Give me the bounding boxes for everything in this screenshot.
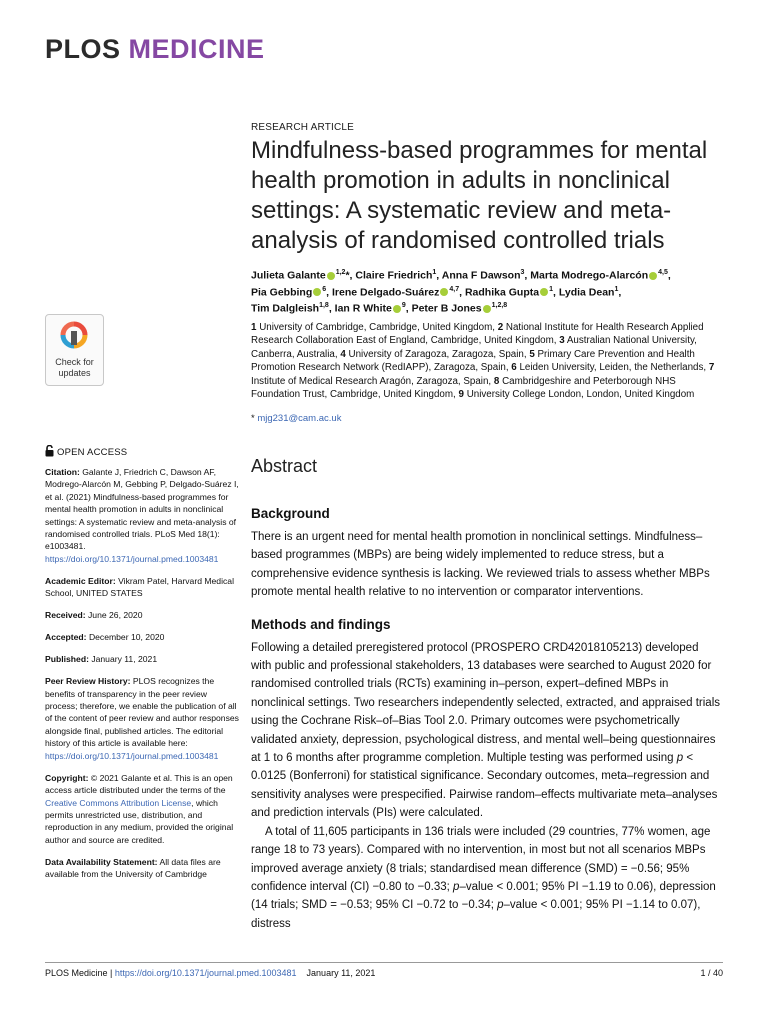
affiliation-text: Primary Care Prevention and Health Promotion Research Network (RedIAPP), Zaragoza, Spain, — [251, 348, 695, 374]
footer-divider — [45, 962, 723, 963]
author-separator: , — [618, 286, 622, 298]
academic-editor: Academic Editor: Vikram Patel, Harvard Medical School, UNITED STATES — [45, 575, 234, 599]
author-separator: , — [524, 269, 531, 282]
affiliation-text: Institute of Medical Research Aragón, Zaragoza, Spain, — [251, 375, 492, 387]
data-availability: Data Availability Statement: All data files are available from the University of Cambridge — [45, 856, 221, 880]
orcid-icon[interactable] — [483, 305, 491, 313]
affiliation-number: 1 — [251, 322, 257, 333]
page-footer: PLOS Medicine | https://doi.org/10.1371/journal.pmed.1003481 January 11, 2021 1 / 40 — [45, 968, 723, 978]
affiliation-number: 4 — [340, 348, 346, 360]
background-heading: Background — [251, 506, 330, 521]
author-name[interactable]: Radhika Gupta — [464, 286, 540, 298]
affiliations — [251, 321, 721, 401]
article-type: RESEARCH ARTICLE — [251, 122, 355, 133]
affiliation-number: 6 — [511, 362, 517, 374]
author-separator: , — [667, 269, 671, 282]
author-list — [251, 266, 721, 316]
author-separator: , — [326, 286, 333, 298]
peer-review-history: Peer Review History: PLOS recognizes the benefits of transparency in the peer review process; therefore, we enable the publication of all of the content of peer review and author responses alongside final, published articles. The editorial history of this article is available here: https://doi.org/10.1371/journal.pmed.1003481 — [45, 676, 239, 761]
article-title: Mindfulness-based programmes for mental health promotion in adults in nonclinical settings: A systematic review and meta-analysis of randomised controlled trials — [251, 137, 708, 254]
affiliation-text: Leiden University, Leiden, the Netherlands, — [519, 362, 707, 374]
affiliation-text: Australian National University, Canberra, Australia, — [251, 335, 697, 360]
affiliation-text: University College London, London, United Kingdom — [466, 389, 695, 401]
affiliation-text: National Institute for Health Research Applied Research Collaboration East of England, Cambridge, United Kingdom, — [251, 322, 704, 347]
license-link[interactable]: Creative Commons Attribution License — [45, 797, 192, 808]
affiliation-number: 9 — [458, 389, 464, 401]
abstract-heading: Abstract — [251, 456, 318, 476]
orcid-icon[interactable] — [649, 272, 657, 280]
author-affiliation-marker: 3 — [520, 269, 525, 276]
author-name[interactable]: Pia Gebbing — [251, 286, 313, 298]
orcid-icon[interactable] — [440, 288, 448, 296]
author-separator: , — [405, 302, 412, 315]
affiliation-text: University of Zaragoza, Zaragoza, Spain, — [348, 348, 527, 360]
affiliation-number: 8 — [493, 375, 500, 387]
author-affiliation-marker: 1,2 — [335, 269, 346, 276]
orcid-icon[interactable] — [327, 272, 335, 280]
article-metadata-sidebar — [45, 466, 240, 890]
orcid-icon[interactable] — [313, 288, 321, 296]
affiliation-text: Cambridgeshire and Peterborough NHS Foundation Trust, Cambridge, United Kingdom, — [251, 375, 676, 401]
affiliation-number: 3 — [559, 335, 565, 347]
author-name[interactable]: Marta Modrego-Alarcón — [530, 269, 649, 282]
affiliation-number: 2 — [497, 322, 504, 333]
accepted-date: Accepted: December 10, 2020 — [45, 632, 165, 643]
affiliation-text: University of Cambridge, Cambridge, United Kingdom, — [259, 322, 495, 333]
received-date: Received: June 26, 2020 — [45, 610, 143, 621]
author-affiliation-marker: 6 — [322, 285, 327, 293]
author-separator: , — [459, 286, 465, 298]
check-updates-icon — [60, 321, 88, 351]
background-paragraph: There is an urgent need for mental health promotion in nonclinical settings. Mindfulness–based programmes (MBPs) are being widely implemented to reduce stress, but a comprehensive evidence synthesis is lacking. We reviewed trials to assess whether MBPs promote mental health relative to no intervention or comparator interventions. — [251, 531, 710, 599]
author-affiliation-marker: 1 — [432, 269, 437, 276]
author-affiliation-marker: 9 — [401, 302, 406, 309]
journal-logo: PLOS MEDICINE — [45, 34, 265, 64]
author-affiliation-marker: 1 — [549, 285, 553, 293]
check-for-updates-badge[interactable] — [45, 314, 104, 386]
abstract-body — [251, 505, 721, 933]
corresponding-author: * mjg231@cam.ac.uk — [251, 413, 342, 424]
peer-review-link[interactable]: https://doi.org/10.1371/journal.pmed.1003481 — [45, 750, 219, 761]
author-affiliation-marker: 1 — [614, 285, 619, 293]
published-date: Published: January 11, 2021 — [45, 654, 158, 665]
footer-date: January 11, 2021 — [306, 968, 376, 978]
author-affiliation-marker: 4,7 — [449, 285, 460, 293]
page-number: 1 / 40 — [700, 968, 723, 978]
methods-paragraph: Following a detailed preregistered protocol (PROSPERO CRD42018105213) developed with public and professional stakeholders, 13 databases were searched to August 2020 for randomised controlled trials (RCTs) examining in–person, expert–defined MBPs in nonclinical settings. Two researchers independently selected, extracted, and appraised trials using the Cochrane Risk–of–Bias Tool 2.0. Primary outcomes were psychometrically validated anxiety, depression, psychological distress, and mental well–being questionnaires at 1 to 6 months after programme completion. Multiple testing was performed using p < 0.0125 (Bonferroni) for statistical significance. Secondary outcomes, meta–regression and sensitivity analyses were prespecified. Pairwise random–effects multivariate meta–analyses and prediction intervals (PIs) were calculated. — [251, 641, 721, 820]
affiliation-number: 5 — [529, 348, 535, 360]
author-name[interactable]: Anna F Dawson — [441, 269, 521, 282]
author-affiliation-marker: 1,2,8 — [491, 302, 508, 309]
open-access-label: OPEN ACCESS — [45, 445, 127, 458]
author-name[interactable]: Lydia Dean — [558, 286, 615, 298]
citation-doi-link[interactable]: https://doi.org/10.1371/journal.pmed.1003481 — [45, 553, 219, 564]
copyright: Copyright: © 2021 Galante et al. This is an open access article distributed under the terms of the Creative Commons Attribution License, which permits unrestricted use, distribution, and reproduction in any medium, provided the original author and source are credited. — [45, 772, 234, 845]
open-lock-icon — [45, 445, 54, 457]
author-separator: , — [552, 286, 559, 298]
author-affiliation-marker: 1,8 — [319, 302, 329, 309]
author-separator: , — [328, 302, 335, 315]
orcid-icon[interactable] — [393, 305, 401, 313]
author-name[interactable]: Peter B Jones — [411, 302, 482, 315]
author-name[interactable]: Claire Friedrich — [355, 269, 433, 282]
author-name[interactable]: Tim Dalgleish — [251, 302, 320, 315]
author-name[interactable]: Ian R White — [334, 302, 392, 315]
author-affiliation-marker: 4,5 — [658, 269, 668, 276]
methods-heading: Methods and findings — [251, 616, 391, 632]
orcid-icon[interactable] — [540, 288, 548, 296]
author-separator: *, — [345, 269, 356, 282]
author-name[interactable]: Irene Delgado-Suárez — [332, 286, 440, 298]
check-updates-line1: Check for — [55, 357, 94, 367]
check-updates-line2: updates — [58, 368, 91, 378]
author-separator: , — [436, 269, 442, 282]
citation: Citation: Galante J, Friedrich C, Dawson AF, Modrego-Alarcón M, Gebbing P, Delgado-Suárez I, et al. (2021) Mindfulness-based programmes for mental health promotion in adults in nonclinical settings: A systematic review and meta-analysis of randomised controlled trials. PLoS Med 18(1): e1003481. https://doi.org/10.1371/journal.pmed.1003481 — [45, 467, 239, 564]
author-name[interactable]: Julieta Galante — [251, 269, 326, 282]
affiliation-number: 7 — [708, 362, 715, 374]
results-paragraph: A total of 11,605 participants in 136 trials were included (29 countries, 77% women, age range 18 to 73 years). Compared with no intervention, in most but not all scenarios MBPs improved average anxiety (8 trials; standardised mean difference (SMD) = −0.56; 95% confidence interval (CI) −0.80 to −0.33; p–value < 0.001; 95% PI −1.19 to 0.06), depression (14 trials; SMD = −0.53; 95% CI −0.72 to −0.34; p–value < 0.001; 95% PI −1.14 to 0.07), distress — [251, 825, 716, 930]
footer-doi-link[interactable]: https://doi.org/10.1371/journal.pmed.1003481 — [114, 968, 297, 978]
corresponding-email-link[interactable]: mjg231@cam.ac.uk — [257, 413, 342, 424]
